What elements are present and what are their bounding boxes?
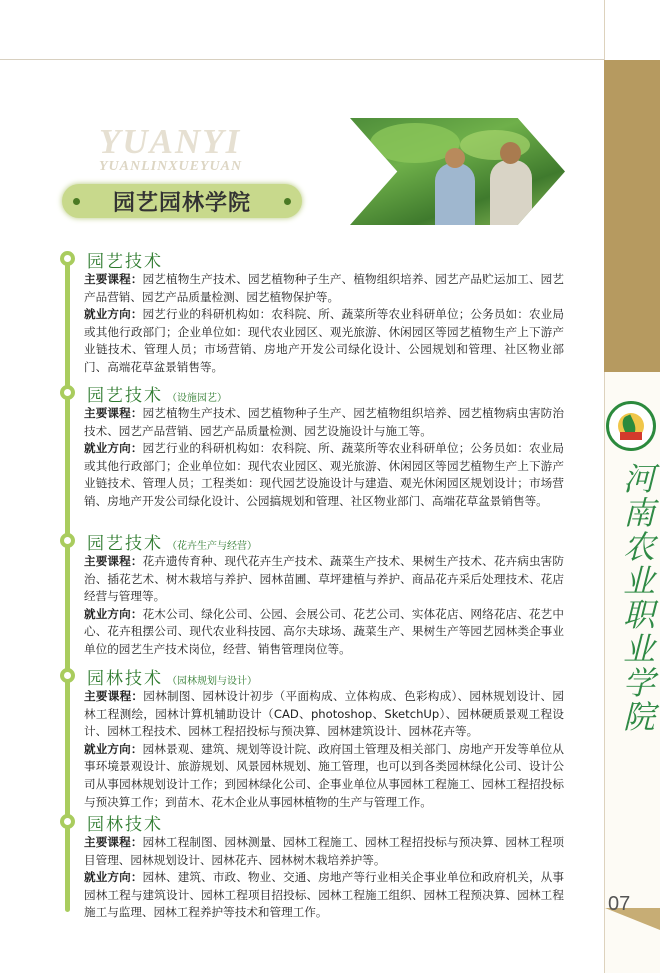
timeline-node [60,385,75,400]
job-text: 园林、建筑、市政、物业、交通、房地产等行业相关企事业单位和政府机关，从事园林工程与建筑设计、园林工程项目招投标、园林工程施工组织、园林工程预决算、园林工程施工与监理、园林工程养护等技术和管理工作。 [84,870,564,920]
course-text: 园艺植物生产技术、园艺植物种子生产、园艺植物组织培养、园艺植物病虫害防治技术、园艺产品营销、园艺产品质量检测、园艺设施设计与施工等。 [84,406,564,438]
job-label: 就业方向： [84,741,143,756]
badge-dot-right [284,198,291,205]
course-label: 主要课程： [84,406,143,420]
watermark-yuanlin: YUANLINXUEYUAN [99,159,243,174]
page-number: 07 [608,893,631,915]
program-title: 园艺技术 [87,252,163,272]
program-title: 园林技术 （园林规划与设计） [87,669,257,689]
program-title: 园林技术 [87,815,163,835]
job-text: 园艺行业的科研机构如：农科院、所、蔬菜所等农业科研单位；公务员如：农业局或其他行政部门；企业单位如：现代农业园区、观光旅游、休闲园区等园艺植物生产上下游产业链技术、管理人员；工程类如：现代园艺设施设计与建造、观光休闲园区规划设计；市场营销、房地产开发公司绿化设计、公园搞规划和管理、社区物业部门、高端花草盆景销售等。 [84,441,564,508]
job-label: 就业方向： [84,441,143,456]
course-text: 园林制图、园林设计初步（平面构成、立体构成、色彩构成）、园林规划设计、园林工程测绘，园林计算机辅助设计（CAD、photoshop、SketchUp）、园林硬质景观工程设计、园林工程技术、园林工程招投标与预决算、园林建筑设计、园林花卉等。 [84,689,564,739]
college-emblem-icon [606,401,656,451]
top-rule [0,59,604,60]
course-label: 主要课程： [84,835,143,849]
timeline-node [60,251,75,266]
timeline-line [65,252,70,912]
course-text: 花卉遗传育种、现代花卉生产技术、蔬菜生产技术、果树生产技术、花卉病虫害防治、插花艺术、树木栽培与养护、园林苗圃、草坪建植与养护、商品花卉采后处理技术、花店经营与管理等。 [84,554,564,604]
course-label: 主要课程： [84,272,143,286]
program-body [84,405,564,511]
job-text: 园林景观、建筑、规划等设计院、政府国土管理及相关部门、房地产开发等单位从事环境景观设计、旅游规划、风景园林规划、施工管理，也可以到各类园林绿化公司、设计公司从事园林规划设计工作；到园林绿化公司、企事业单位从事园林工程施工、园林工程招投标与预决算工作；到苗木、花木企业从事园林植物的生产与管理工作。 [84,741,564,809]
timeline-node [60,814,75,829]
badge-dot-left [73,198,80,205]
watermark-yuanyi: YUANYI [99,122,242,161]
course-text: 园艺植物生产技术、园艺植物种子生产、植物组织培养、园艺产品贮运加工、园艺产品营销、园艺产品质量检测、园艺植物保护等。 [84,272,564,304]
timeline-node [60,533,75,548]
program-body [84,688,564,811]
job-label: 就业方向： [84,870,143,885]
program-title: 园艺技术 （花卉生产与经营） [87,534,257,554]
program-body [84,553,564,659]
job-text: 园艺行业的科研机构如：农科院、所、蔬菜所等农业科研单位；公务员如：农业局或其他行政部门；企业单位如：现代农业园区、观光旅游、休闲园区等园艺植物生产上下游产业链技术、管理人员；市场营销、房地产开发公司绿化设计、公园规划和管理、社区物业部门、高端花草盆景销售等。 [84,307,564,374]
course-label: 主要课程： [84,689,144,703]
job-text: 花木公司、绿化公司、公园、会展公司、花艺公司、实体花店、网络花店、花艺中心、花卉租摆公司、现代农业科技园、高尔夫球场、蔬菜生产、果树生产等园艺园林类企事业单位的园艺生产技术岗位，经营、销售管理岗位等。 [84,606,564,656]
program-body [84,271,564,377]
program-title: 园艺技术 （设施园艺） [87,386,227,406]
department-badge [62,184,302,218]
course-text: 园林工程制图、园林测量、园林工程施工、园林工程招投标与预决算、园林工程项目管理、园林规划设计、园林花卉、园林树木栽培养护等。 [84,835,564,867]
college-name: 河南农业职业学院 [618,462,656,734]
department-title: 园艺园林学院 [112,191,251,216]
gold-side-block [604,60,660,372]
program-body [84,834,564,922]
job-label: 就业方向： [84,307,143,322]
job-label: 就业方向： [84,606,143,621]
header-photo [350,118,565,225]
timeline-node [60,668,75,683]
course-label: 主要课程： [84,554,143,568]
